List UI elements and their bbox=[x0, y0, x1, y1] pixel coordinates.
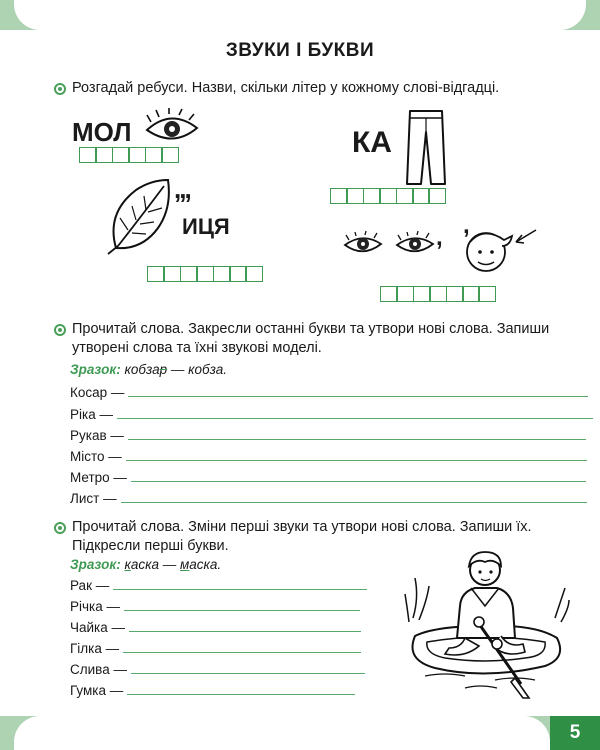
top-frame bbox=[0, 0, 600, 30]
rebus4-comma1: , bbox=[436, 224, 443, 251]
rebus1-syllable: МОЛ bbox=[72, 117, 132, 147]
rebus1-answer-boxes[interactable] bbox=[79, 147, 177, 163]
answer-line[interactable] bbox=[113, 589, 367, 590]
task2-row: Метро — bbox=[70, 470, 586, 485]
task2-row: Місто — bbox=[70, 449, 587, 464]
task3-row: Слива — bbox=[70, 662, 365, 677]
task1-instruction: Розгадай ребуси. Назви, скільки літер у кожному слові-відгадці. bbox=[72, 80, 500, 96]
answer-line[interactable] bbox=[117, 418, 593, 419]
task2-row: Рукав — bbox=[70, 428, 586, 443]
sample-label: Зразок: bbox=[70, 557, 121, 572]
task-bullet-icon bbox=[54, 522, 66, 534]
task3-row: Чайка — bbox=[70, 620, 361, 635]
task2-sample: Зразок: кобзар — кобза. bbox=[70, 362, 227, 377]
answer-line[interactable] bbox=[123, 652, 361, 653]
task3-instruction-line2: Підкресли перші букви. bbox=[72, 538, 229, 554]
answer-line[interactable] bbox=[128, 439, 586, 440]
answer-line[interactable] bbox=[129, 631, 361, 632]
sample-label: Зразок: bbox=[70, 362, 121, 377]
task3-sample: Зразок: каска — маска. bbox=[70, 557, 222, 572]
rebus2-syllable: КА bbox=[352, 126, 392, 159]
answer-line[interactable] bbox=[127, 694, 355, 695]
rebus3-answer-boxes[interactable] bbox=[147, 266, 262, 282]
task3-instruction-line1: Прочитай слова. Зміни перші звуки та утвори нові слова. Запиши їх. bbox=[72, 519, 532, 535]
task-bullet-icon bbox=[54, 324, 66, 336]
eye-icon bbox=[143, 110, 201, 144]
answer-line[interactable] bbox=[131, 673, 365, 674]
eye-icon bbox=[343, 232, 383, 256]
struck-letter: р bbox=[159, 362, 168, 377]
task2-row: Ріка — bbox=[70, 407, 593, 422]
rebus2-answer-boxes[interactable] bbox=[330, 188, 445, 204]
task2-instruction-line2: утворені слова та їхні звукові моделі. bbox=[72, 340, 322, 356]
bottom-frame bbox=[0, 716, 600, 750]
task3-row: Річка — bbox=[70, 599, 360, 614]
rebus4-comma2: , bbox=[463, 212, 470, 239]
task3-row: Рак — bbox=[70, 578, 367, 593]
boy-head-icon bbox=[460, 222, 540, 274]
leaf-icon bbox=[106, 178, 172, 256]
boy-in-boat-illustration bbox=[405, 548, 570, 698]
rebus4-answer-boxes[interactable] bbox=[380, 286, 495, 302]
page-title: ЗВУКИ І БУКВИ bbox=[225, 40, 375, 61]
trousers-icon bbox=[405, 108, 447, 186]
rebus3-syllable: ИЦЯ bbox=[182, 214, 230, 239]
answer-line[interactable] bbox=[128, 396, 588, 397]
task3-row: Гумка — bbox=[70, 683, 355, 698]
task2-instruction-line1: Прочитай слова. Закресли останні букви та утвори нові слова. Запиши bbox=[72, 321, 550, 337]
page-number: 5 bbox=[550, 716, 600, 750]
answer-line[interactable] bbox=[124, 610, 360, 611]
task2-row: Косар — bbox=[70, 385, 588, 400]
task-bullet-icon bbox=[54, 83, 66, 95]
answer-line[interactable] bbox=[121, 502, 587, 503]
task2-row: Лист — bbox=[70, 491, 587, 506]
answer-line[interactable] bbox=[126, 460, 587, 461]
eye-icon bbox=[395, 232, 435, 256]
answer-line[interactable] bbox=[131, 481, 586, 482]
rebus3-commas: ,,, bbox=[174, 174, 190, 204]
task3-row: Гілка — bbox=[70, 641, 361, 656]
